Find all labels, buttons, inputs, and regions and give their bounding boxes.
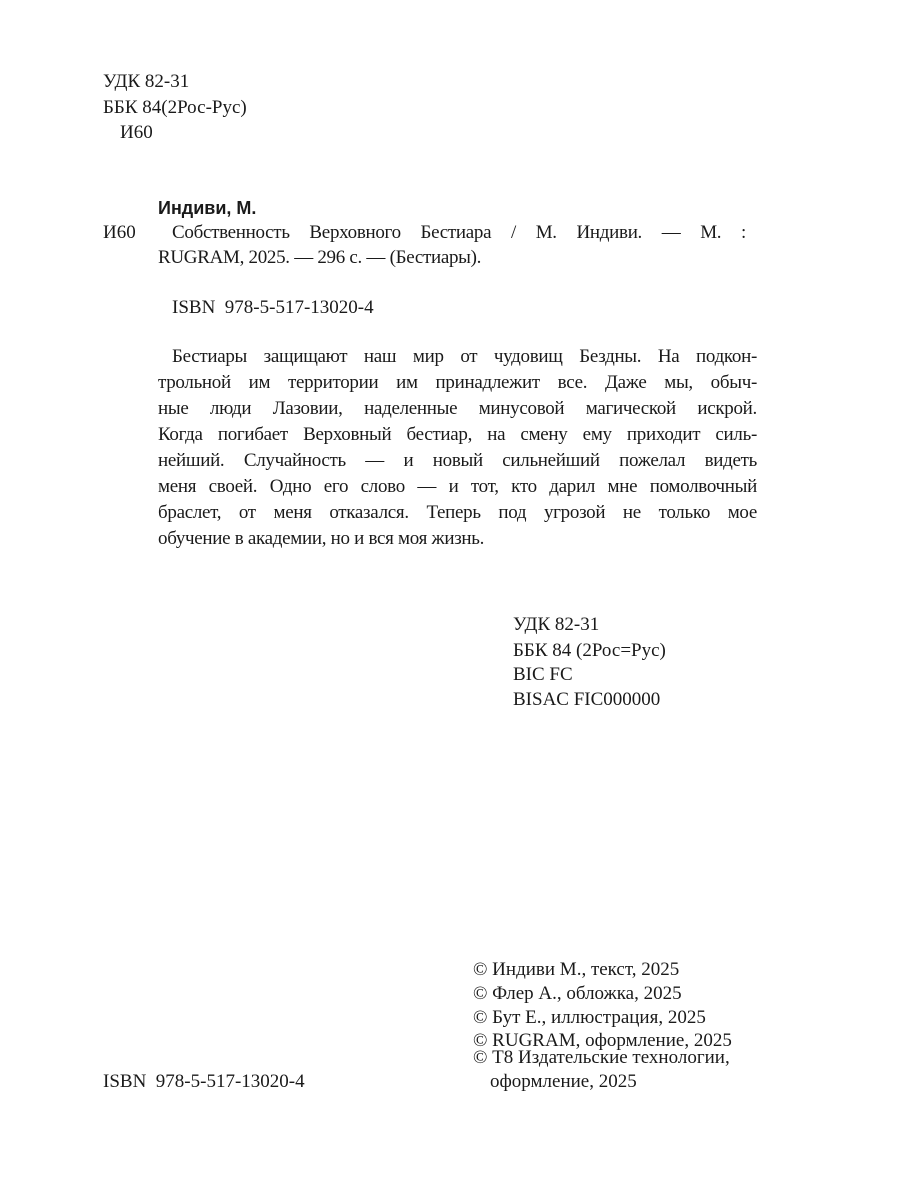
classification-code: BIC FC [513,664,573,685]
bbk-code: ББК 84(2Рос-Рус) [103,97,247,118]
footer-isbn: ISBN 978-5-517-13020-4 [103,1071,305,1092]
author-mark: И60 [103,222,136,243]
annotation-line: нейший. Случайность — и новый сильнейший пожелал видеть [158,450,757,471]
copyright-line: © RUGRAM, оформление, 2025 [473,1030,732,1051]
classification-code: УДК 82-31 [513,614,600,635]
classification-code: BISAC FIC000000 [513,689,661,710]
annotation-line: трольной им территории им принадлежит все. Даже мы, обыч- [158,372,757,393]
annotation-line: браслет, от меня отказался. Теперь под угрозой не только мое [158,502,757,523]
publisher-line: RUGRAM, 2025. — 296 с. — (Бестиары). [158,247,482,268]
classification-code: ББК 84 (2Рос=Рус) [513,640,666,661]
copyright-line: © Бут Е., иллюстрация, 2025 [473,1007,706,1028]
annotation-line: Когда погибает Верховный бестиар, на смену ему приходит силь- [158,424,757,445]
annotation-line: ные люди Лазовии, наделенные минусовой магической искрой. [158,398,757,419]
copyright-line: © Т8 Издательские технологии, [473,1047,730,1068]
title-line: Собственность Верховного Бестиара / М. Индиви. — М. : [172,222,746,243]
author-mark: И60 [120,122,153,143]
copyright-line: © Флер А., обложка, 2025 [473,983,682,1004]
udk-code: УДК 82-31 [103,71,190,92]
annotation-line: меня своей. Одно его слово — и тот, кто дарил мне помолвочный [158,476,757,497]
isbn: ISBN 978-5-517-13020-4 [172,297,374,318]
annotation-line: обучение в академии, но и вся моя жизнь. [158,528,485,549]
author-name: Индиви, М. [158,198,257,218]
copyright-line: оформление, 2025 [490,1071,637,1092]
copyright-line: © Индиви М., текст, 2025 [473,959,680,980]
annotation-line: Бестиары защищают наш мир от чудовищ Бездны. На подкон- [172,346,757,367]
